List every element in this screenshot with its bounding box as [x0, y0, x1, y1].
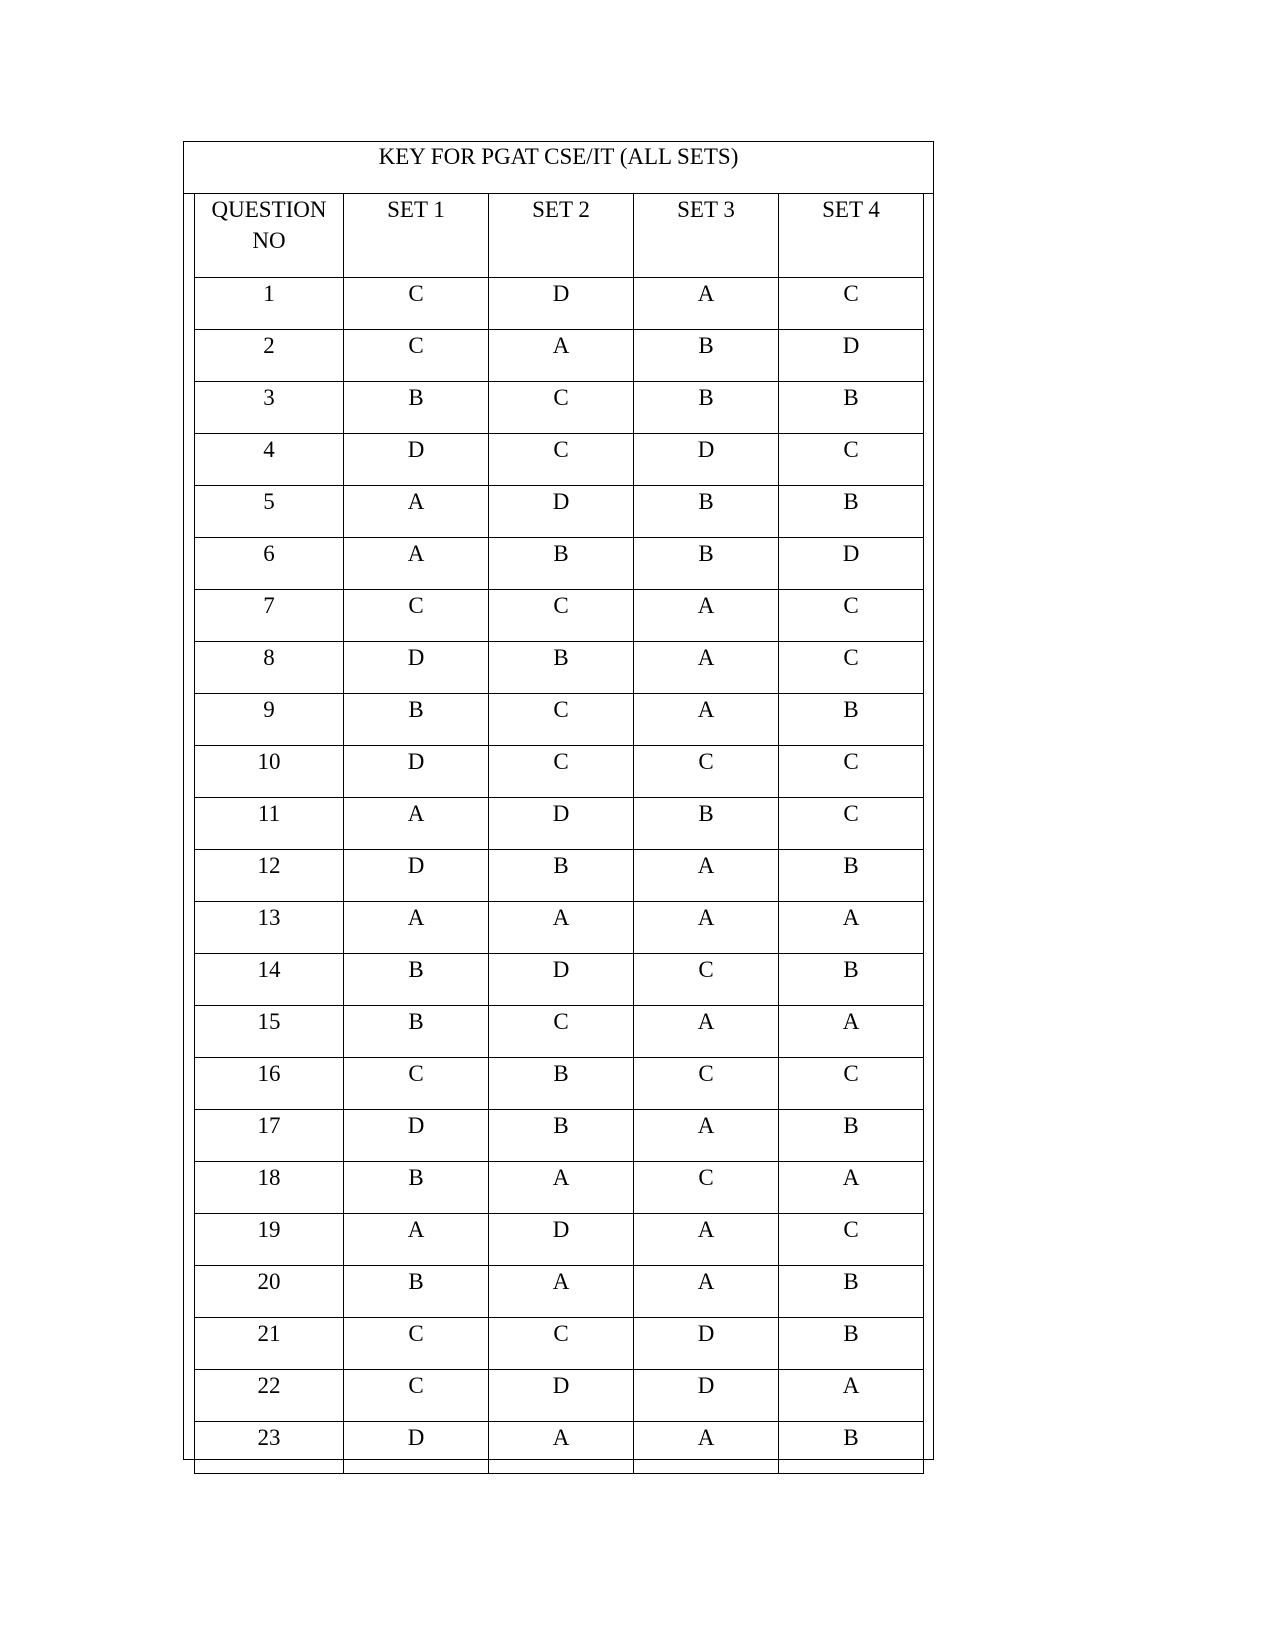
set-1-answer-cell: C [344, 278, 489, 330]
set-2-answer-cell: A [489, 902, 634, 954]
set-2-answer-cell: C [489, 746, 634, 798]
set-3-answer-cell: A [634, 902, 779, 954]
table-row [195, 642, 924, 694]
set-4-answer-cell: A [779, 1006, 924, 1058]
set-1-answer-cell: C [344, 1058, 489, 1110]
table-header-row [195, 194, 924, 278]
set-4-answer-cell: A [779, 1162, 924, 1214]
table-row [195, 382, 924, 434]
set-4-answer-cell: B [779, 1422, 924, 1474]
set-2-answer-cell: C [489, 694, 634, 746]
set-1-answer-cell: C [344, 590, 489, 642]
set-2-answer-cell: B [489, 642, 634, 694]
question-number-cell: 9 [195, 694, 344, 746]
set-4-answer-cell: B [779, 694, 924, 746]
table-row [195, 746, 924, 798]
set-4-answer-cell: C [779, 1058, 924, 1110]
set-3-answer-cell: B [634, 330, 779, 382]
set-3-answer-cell: B [634, 382, 779, 434]
set-3-answer-cell: C [634, 746, 779, 798]
question-number-cell: 23 [195, 1422, 344, 1474]
set-1-answer-cell: C [344, 1318, 489, 1370]
set-3-answer-cell: C [634, 1162, 779, 1214]
question-number-cell: 12 [195, 850, 344, 902]
question-number-cell: 6 [195, 538, 344, 590]
question-number-cell: 7 [195, 590, 344, 642]
header-question-no: QUESTION NO [195, 194, 344, 278]
header-set-2: SET 2 [489, 194, 634, 278]
table-row [195, 902, 924, 954]
table-row [195, 1266, 924, 1318]
table-row [195, 1214, 924, 1266]
set-4-answer-cell: C [779, 798, 924, 850]
question-number-cell: 4 [195, 434, 344, 486]
set-4-answer-cell: C [779, 642, 924, 694]
set-3-answer-cell: D [634, 1318, 779, 1370]
set-1-answer-cell: B [344, 954, 489, 1006]
table-row [195, 1110, 924, 1162]
set-2-answer-cell: B [489, 538, 634, 590]
set-3-answer-cell: A [634, 1266, 779, 1318]
set-3-answer-cell: A [634, 642, 779, 694]
set-4-answer-cell: C [779, 278, 924, 330]
table-row [195, 1162, 924, 1214]
set-1-answer-cell: A [344, 538, 489, 590]
question-number-cell: 2 [195, 330, 344, 382]
set-4-answer-cell: C [779, 746, 924, 798]
set-1-answer-cell: C [344, 330, 489, 382]
set-3-answer-cell: C [634, 954, 779, 1006]
table-row [195, 850, 924, 902]
table-row [195, 486, 924, 538]
question-number-cell: 22 [195, 1370, 344, 1422]
set-1-answer-cell: A [344, 798, 489, 850]
set-1-answer-cell: B [344, 382, 489, 434]
set-1-answer-cell: D [344, 434, 489, 486]
question-number-cell: 3 [195, 382, 344, 434]
question-number-cell: 15 [195, 1006, 344, 1058]
question-number-cell: 18 [195, 1162, 344, 1214]
table-row [195, 1318, 924, 1370]
set-1-answer-cell: A [344, 902, 489, 954]
set-4-answer-cell: B [779, 486, 924, 538]
table-row [195, 590, 924, 642]
set-4-answer-cell: B [779, 1318, 924, 1370]
set-4-answer-cell: B [779, 1110, 924, 1162]
set-2-answer-cell: B [489, 850, 634, 902]
answer-key-table [194, 193, 924, 1474]
table-row [195, 330, 924, 382]
set-2-answer-cell: D [489, 486, 634, 538]
set-4-answer-cell: C [779, 434, 924, 486]
set-2-answer-cell: C [489, 434, 634, 486]
table-row [195, 538, 924, 590]
set-3-answer-cell: A [634, 278, 779, 330]
set-2-answer-cell: D [489, 954, 634, 1006]
set-3-answer-cell: D [634, 434, 779, 486]
set-2-answer-cell: C [489, 590, 634, 642]
table-row [195, 1370, 924, 1422]
set-2-answer-cell: D [489, 1214, 634, 1266]
page-title: KEY FOR PGAT CSE/IT (ALL SETS) [184, 142, 933, 194]
set-1-answer-cell: B [344, 1266, 489, 1318]
question-number-cell: 10 [195, 746, 344, 798]
set-4-answer-cell: B [779, 850, 924, 902]
set-4-answer-cell: C [779, 1214, 924, 1266]
set-3-answer-cell: D [634, 1370, 779, 1422]
set-2-answer-cell: C [489, 1318, 634, 1370]
table-row [195, 954, 924, 1006]
set-4-answer-cell: B [779, 1266, 924, 1318]
set-3-answer-cell: A [634, 590, 779, 642]
set-3-answer-cell: B [634, 538, 779, 590]
table-body [195, 278, 924, 1474]
question-number-cell: 16 [195, 1058, 344, 1110]
set-3-answer-cell: A [634, 694, 779, 746]
set-3-answer-cell: A [634, 1110, 779, 1162]
question-number-cell: 21 [195, 1318, 344, 1370]
header-set-1: SET 1 [344, 194, 489, 278]
set-3-answer-cell: C [634, 1058, 779, 1110]
set-2-answer-cell: D [489, 798, 634, 850]
set-1-answer-cell: B [344, 694, 489, 746]
set-4-answer-cell: C [779, 590, 924, 642]
set-2-answer-cell: A [489, 1422, 634, 1474]
set-1-answer-cell: D [344, 1422, 489, 1474]
set-3-answer-cell: B [634, 486, 779, 538]
set-1-answer-cell: D [344, 746, 489, 798]
answer-key-box [183, 141, 934, 1460]
question-number-cell: 14 [195, 954, 344, 1006]
table-row [195, 694, 924, 746]
header-set-3: SET 3 [634, 194, 779, 278]
set-1-answer-cell: C [344, 1370, 489, 1422]
set-1-answer-cell: D [344, 850, 489, 902]
table-row [195, 1006, 924, 1058]
set-2-answer-cell: B [489, 1058, 634, 1110]
set-4-answer-cell: A [779, 902, 924, 954]
set-2-answer-cell: D [489, 1370, 634, 1422]
set-2-answer-cell: A [489, 330, 634, 382]
table-row [195, 1058, 924, 1110]
set-2-answer-cell: D [489, 278, 634, 330]
set-2-answer-cell: A [489, 1162, 634, 1214]
set-4-answer-cell: D [779, 538, 924, 590]
set-3-answer-cell: A [634, 1006, 779, 1058]
question-number-cell: 1 [195, 278, 344, 330]
set-3-answer-cell: B [634, 798, 779, 850]
question-number-cell: 8 [195, 642, 344, 694]
set-3-answer-cell: A [634, 1214, 779, 1266]
set-4-answer-cell: D [779, 330, 924, 382]
set-3-answer-cell: A [634, 850, 779, 902]
set-4-answer-cell: A [779, 1370, 924, 1422]
question-number-cell: 11 [195, 798, 344, 850]
set-1-answer-cell: B [344, 1162, 489, 1214]
set-1-answer-cell: D [344, 642, 489, 694]
question-number-cell: 5 [195, 486, 344, 538]
set-1-answer-cell: D [344, 1110, 489, 1162]
set-4-answer-cell: B [779, 954, 924, 1006]
set-2-answer-cell: C [489, 1006, 634, 1058]
set-4-answer-cell: B [779, 382, 924, 434]
header-set-4: SET 4 [779, 194, 924, 278]
set-1-answer-cell: A [344, 486, 489, 538]
set-1-answer-cell: B [344, 1006, 489, 1058]
set-1-answer-cell: A [344, 1214, 489, 1266]
table-row [195, 798, 924, 850]
question-number-cell: 19 [195, 1214, 344, 1266]
set-2-answer-cell: C [489, 382, 634, 434]
question-number-cell: 13 [195, 902, 344, 954]
table-row [195, 278, 924, 330]
table-row [195, 1422, 924, 1474]
question-number-cell: 17 [195, 1110, 344, 1162]
set-2-answer-cell: B [489, 1110, 634, 1162]
set-3-answer-cell: A [634, 1422, 779, 1474]
table-row [195, 434, 924, 486]
set-2-answer-cell: A [489, 1266, 634, 1318]
question-number-cell: 20 [195, 1266, 344, 1318]
